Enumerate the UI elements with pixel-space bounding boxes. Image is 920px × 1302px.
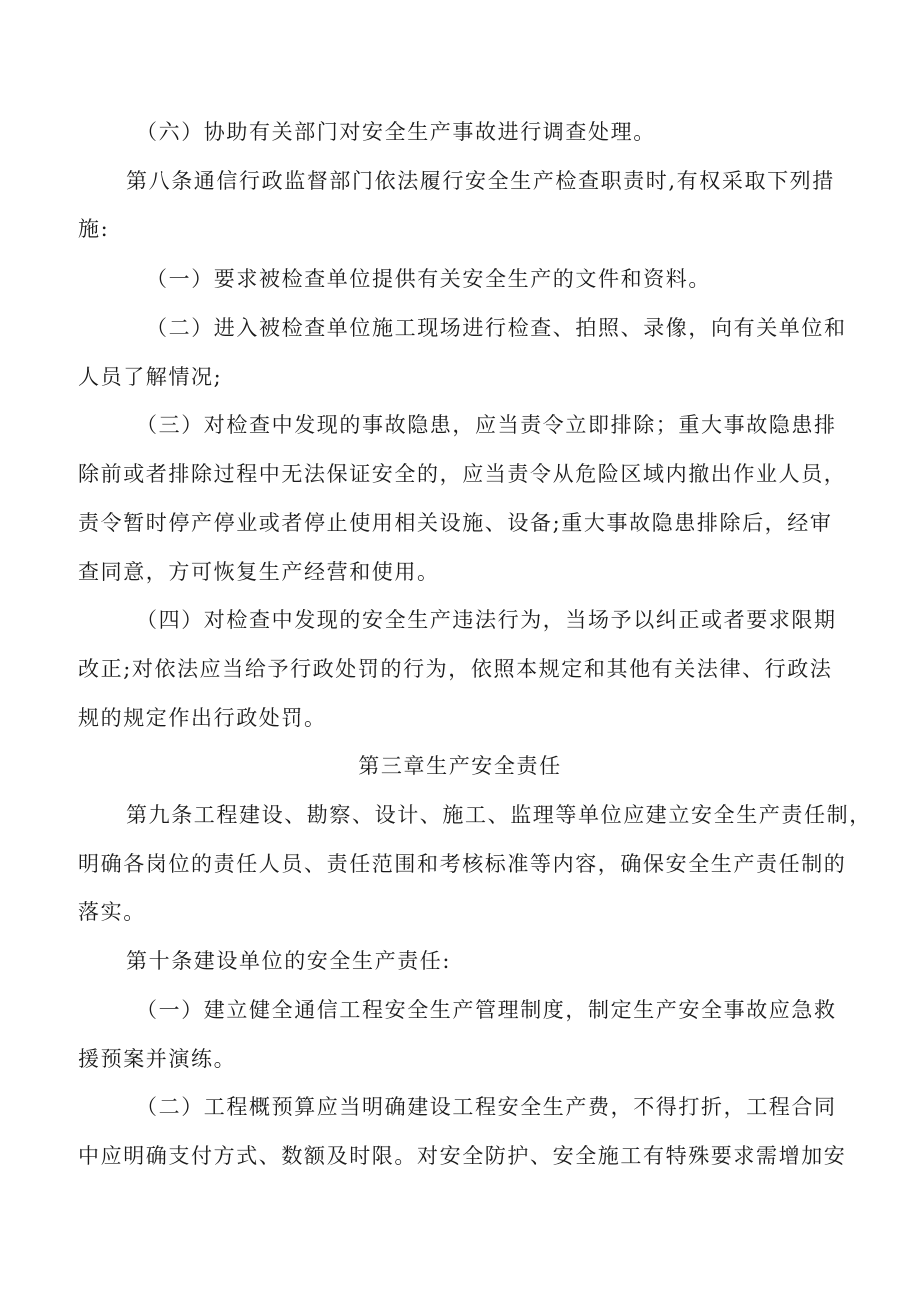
paragraph-line: （三）对检查中发现的事故隐患，应当责令立即排除；重大事故隐患排 (136, 413, 837, 437)
paragraph-line: 第九条工程建设、勘察、设计、施工、监理等单位应建立安全生产责任制， (126, 803, 872, 827)
paragraph-line: 除前或者排除过程中无法保证安全的，应当责令从危险区域内撤出作业人员， (78, 462, 847, 486)
paragraph-line: 明确各岗位的责任人员、责任范围和考核标准等内容，确保安全生产责任制的 (78, 852, 847, 876)
paragraph-line: （一）要求被检查单位提供有关安全生产的文件和资料。 (146, 267, 711, 291)
paragraph-line: 人员了解情况; (78, 365, 223, 389)
paragraph-line: 改正;对依法应当给予行政处罚的行为，依照本规定和其他有关法律、行政法 (78, 657, 833, 681)
paragraph-line: 责令暂时停产停业或者停止使用相关设施、设备;重大事故隐患排除后，经审 (78, 511, 833, 535)
paragraph-line: （二）工程概预算应当明确建设工程安全生产费，不得打折，工程合同 (136, 1095, 837, 1119)
paragraph-line: 规的规定作出行政处罚。 (78, 706, 327, 730)
paragraph-line: 第八条通信行政监督部门依法履行安全生产检查职责时,有权采取下列措 (126, 169, 835, 193)
paragraph-line: （六）协助有关部门对安全生产事故进行调查处理。 (136, 120, 656, 144)
paragraph-line: 查同意，方可恢复生产经营和使用。 (78, 560, 440, 584)
paragraph-line: （四）对检查中发现的安全生产违法行为，当场予以纠正或者要求限期 (136, 608, 837, 632)
paragraph-line: 第十条建设单位的安全生产责任: (126, 949, 452, 973)
paragraph-line: 施: (78, 217, 110, 241)
paragraph-line: （一）建立健全通信工程安全生产管理制度，制定生产安全事故应急救 (136, 998, 837, 1022)
paragraph-line: 援预案并演练。 (78, 1047, 237, 1071)
paragraph-line: 落实。 (78, 900, 146, 924)
paragraph-line: （二）进入被检查单位施工现场进行检查、拍照、录像，向有关单位和 (146, 316, 847, 340)
chapter-heading: 第三章生产安全责任 (358, 754, 562, 778)
paragraph-line: 中应明确支付方式、数额及时限。对安全防护、安全施工有特殊要求需增加安 (78, 1144, 847, 1168)
